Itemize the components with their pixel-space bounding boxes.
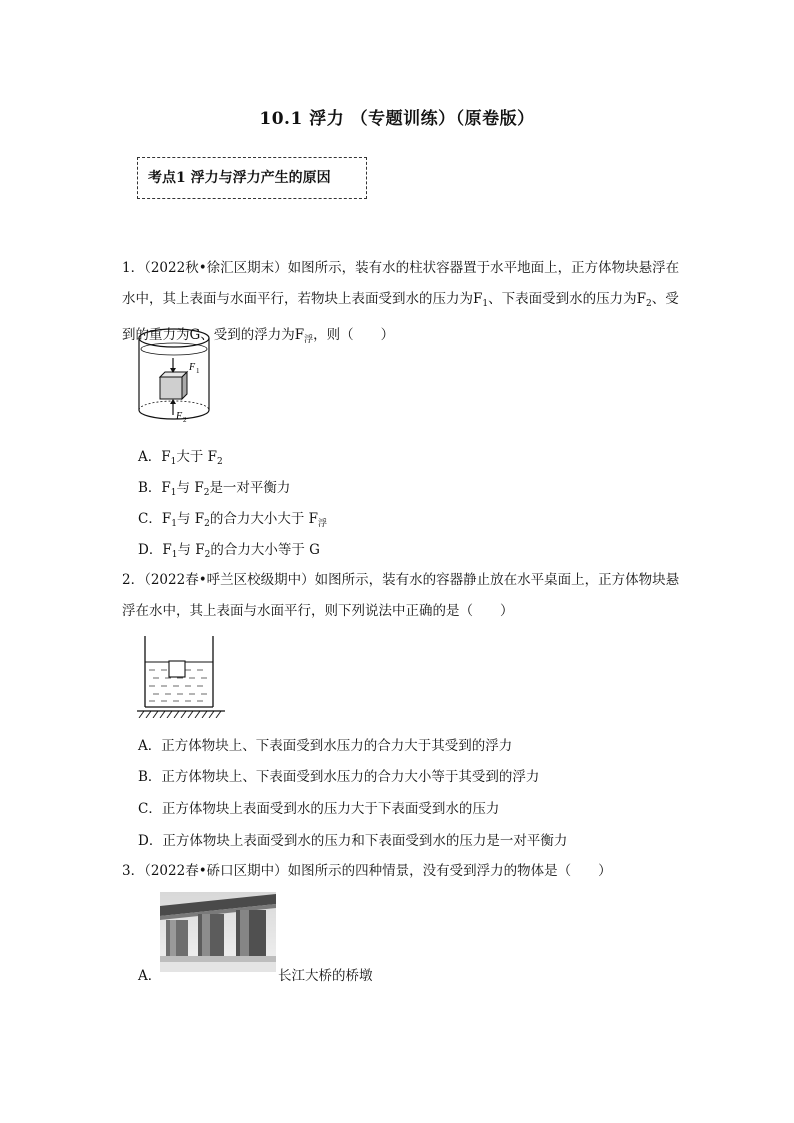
svg-text:1: 1 — [196, 367, 200, 375]
q2-option-c: C．正方体物块上表面受到水的压力大于下表面受到水的压力 — [138, 801, 500, 817]
q1-cylinder-figure — [136, 322, 212, 426]
question-2-stem: 2．（2022春•呼兰区校级期中）如图所示，装有水的容器静止放在水平桌面上，正方体物块悬浮在水中，其上表面与水面平行，则下列说法中正确的是（ ） — [122, 572, 680, 619]
q1-option-d: D．$F_1$与 $F_2$的合力大小等于 G — [138, 542, 320, 560]
q1-option-c: C．$F_1$与 $F_2$的合力大小大于 $F_浮$ — [138, 511, 328, 529]
q1-text-d: ，则（ ） — [313, 327, 395, 343]
q1-option-a: A．$F_1$大于 $F_2$ — [138, 449, 223, 467]
q2-option-a: A．正方体物块上、下表面受到水压力的合力大于其受到的浮力 — [138, 738, 513, 754]
q2-container-figure — [137, 634, 225, 718]
q1-text-a: 1．（2022秋•徐汇区期末）如图所示，装有水的柱状容器置于水平地面上，正方体物块悬浮在水中，其上表面与水面平行，若物块上表面受到水的压力为F — [122, 260, 680, 307]
question-3-stem: 3．（2022春•硚口区期中）如图所示的四种情景，没有受到浮力的物体是（ ） — [122, 863, 612, 879]
q3-option-a-caption: 长江大桥的桥墩 — [278, 968, 373, 984]
q1-text-c: 、受到的重力为G、受到的浮力为F — [122, 291, 679, 343]
q2-option-d: D．正方体物块上表面受到水的压力和下表面受到水的压力是一对平衡力 — [138, 833, 568, 849]
question-1-stem: 1．（2022秋•徐汇区期末）如图所示，装有水的柱状容器置于水平地面上，正方体物块悬浮在水中，其上表面与水面平行，若物块上表面受到水的压力为$F_1$、下表面受到水的压力为$F_2$、受到的重力为G、受到的浮力为$F_浮$，则（ ） — [122, 260, 680, 345]
q2-option-b: B．正方体物块上、下表面受到水压力的合力大小等于其受到的浮力 — [138, 769, 540, 785]
fig-label-f2: F — [176, 411, 183, 422]
page-title: 10.1 浮力 （专题训练）（原卷版） — [259, 109, 535, 129]
bridge-pier-photo — [160, 892, 276, 972]
svg-text:2: 2 — [183, 416, 187, 424]
q3-option-a-label: A． — [138, 968, 162, 984]
fig-label-f1: F — [189, 362, 196, 373]
q1-text-b: 、下表面受到水的压力为F — [488, 291, 646, 307]
q1-option-b: B．$F_1$与 $F_2$是一对平衡力 — [138, 480, 291, 498]
topic-box: 考点1 浮力与浮力产生的原因 — [137, 157, 367, 199]
